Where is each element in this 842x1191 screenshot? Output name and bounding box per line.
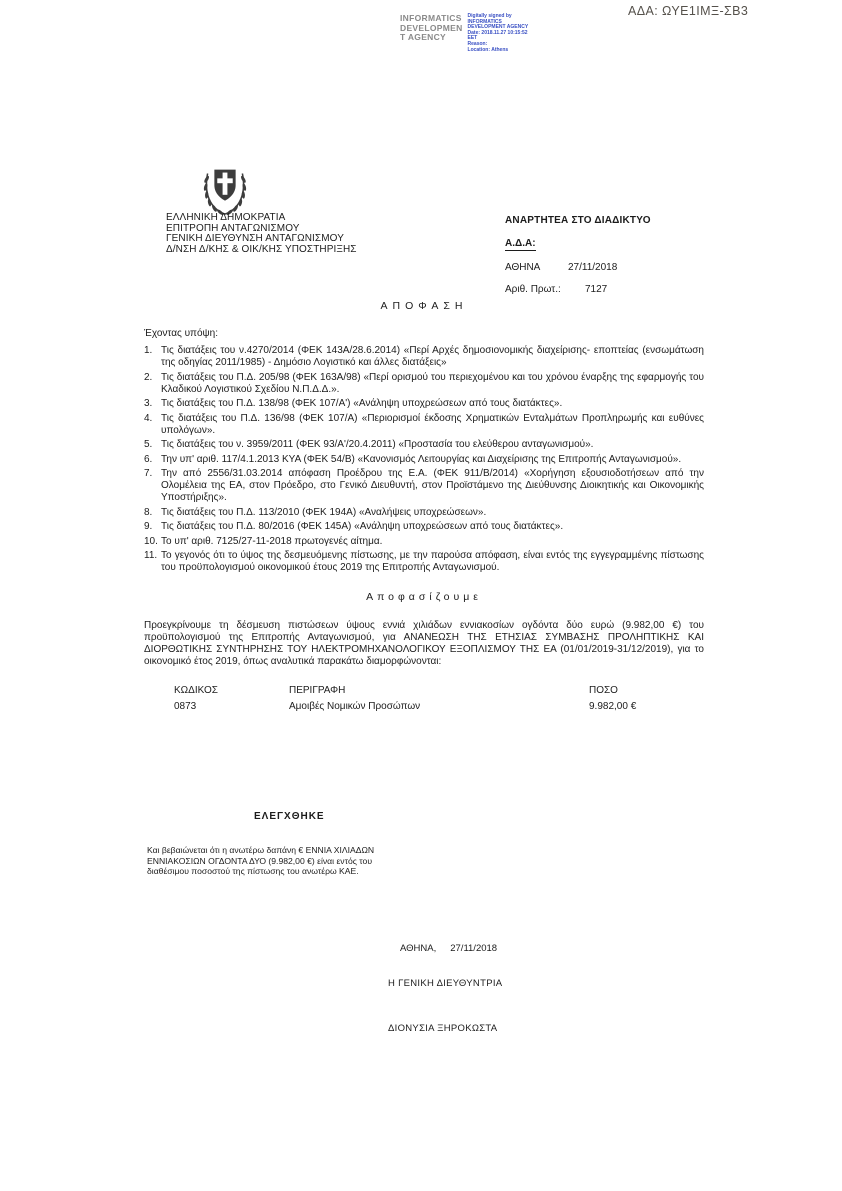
item-text: Την από 2556/31.03.2014 απόφαση Προέδρου της Ε.Α. (ΦΕΚ 911/Β/2014) «Χορήγηση εξουσιοδοτήσεων από την Ολομέλεια της ΕΑ, στον Πρόεδρο, στο Γενικό Διευθυντή, στον Προϊστάμενο της Διεύθυνσης Διοικητικής και Οικονομικής Υποστήριξης».: [161, 468, 704, 503]
greek-emblem-icon: [196, 160, 254, 218]
item-text: Την υπ' αριθ. 117/4.1.2013 ΚΥΑ (ΦΕΚ 54/Β) «Κανονισμός Λειτουργίας και Διαχείρισης της Επιτροπής Ανταγωνισμού».: [161, 453, 682, 465]
item-number: 2.: [144, 371, 153, 383]
signer-title: Η ΓΕΝΙΚΗ ΔΙΕΥΘΥΝΤΡΙΑ: [388, 978, 503, 989]
list-item: [144, 454, 704, 466]
header-right-block: [505, 215, 651, 295]
city-date-row: [505, 262, 651, 273]
signature-detail-line: Digitally signed by: [467, 13, 512, 19]
having-regard-label: Έχοντας υπόψη:: [144, 328, 218, 339]
item-number: 6.: [144, 453, 153, 465]
issuing-authority-block: [166, 213, 357, 255]
signature-detail-line: Date: 2018.11.27 10:15:52: [467, 29, 528, 36]
item-number: 7.: [144, 468, 153, 479]
legal-basis-list: [144, 345, 704, 574]
budget-amount: 9.982,00 €: [589, 701, 637, 712]
item-text: Τις διατάξεις του ν. 3959/2011 (ΦΕΚ 93/Α'/20.4.2011) «Προστασία του ελεύθερου ανταγωνισμού».: [161, 439, 594, 450]
org-line-republic: ΕΛΛΗΝΙΚΗ ΔΗΜΟΚΡΑΤΙΑ: [166, 212, 286, 223]
signature-detail-line: Reason:: [467, 40, 488, 47]
list-item: [144, 507, 704, 519]
item-text: Τις διατάξεις του Π.Δ. 205/98 (ΦΕΚ 163Α/98) «Περί ορισμού του περιεχομένου και του χρόνου έναρξης της εφαρμογής του Κλαδικού Λογιστικού Σχεδίου Ν.Π.Δ.Δ.».: [161, 371, 704, 395]
checked-label: ΕΛΕΓΧΘΗΚΕ: [254, 811, 325, 822]
signature-detail-line: EET: [467, 35, 478, 42]
date-value: 27/11/2018: [568, 262, 618, 273]
list-item: [144, 521, 704, 533]
anartitea-label: ΑΝΑΡΤΗΤΕΑ ΣΤΟ ΔΙΑΔΙΚΤΥΟ: [505, 215, 651, 226]
item-text: Το γεγονός ότι το ύψος της δεσμευόμενης πίστωσης, με την παρούσα απόφαση, είναι εντός της εγγεγραμμένης πίστωσης του προϋπολογισμού οικονομικού έτους 2019 της Επιτροπής Ανταγωνισμού.: [161, 550, 704, 573]
ada-code: ΑΔΑ: ΩΥΕ1ΙΜΞ-ΣΒ3: [628, 4, 749, 18]
footer-city: ΑΘΗΝΑ,: [400, 943, 437, 954]
item-number: 9.: [144, 521, 153, 532]
document-body: [144, 300, 704, 877]
digital-signature-stamp: [400, 14, 528, 53]
stamp-agency-line: INFORMATICS: [400, 13, 462, 23]
item-text: Το υπ' αριθ. 7125/27-11-2018 πρωτογενές αίτημα.: [161, 535, 383, 547]
ada-label: Α.Δ.Α:: [505, 238, 536, 249]
list-item: [144, 550, 704, 574]
list-item: [144, 398, 704, 410]
footer-city-date: [400, 943, 497, 954]
item-text: Τις διατάξεις του Π.Δ. 113/2010 (ΦΕΚ 194Α) «Αναλήψεις υποχρεώσεων».: [161, 506, 487, 518]
budget-table-row: [144, 701, 704, 713]
item-number: 10.: [144, 535, 158, 547]
decision-title: ΑΠΟΦΑΣΗ: [380, 300, 468, 312]
org-line-commission: ΕΠΙΤΡΟΠΗ ΑΝΤΑΓΩΝΙΣΜΟΥ: [166, 222, 300, 234]
budget-code: 0873: [174, 701, 197, 712]
org-line-directorate: Δ/ΝΣΗ Δ/ΚΗΣ & ΟΙΚ/ΚΗΣ ΥΠΟΣΤΗΡΙΞΗΣ: [166, 243, 357, 255]
col-header-amount: ΠΟΣΟ: [589, 685, 618, 696]
item-text: Τις διατάξεις του Π.Δ. 138/98 (ΦΕΚ 107/Α') «Ανάληψη υποχρεώσεων από τους διατάκτες».: [161, 398, 563, 409]
item-text: Τις διατάξεις του Π.Δ. 136/98 (ΦΕΚ 107/Α) «Περιορισμοί έκδοσης Χρηματικών Ενταλμάτων Προπληρωμής και ευθύνες υπολόγων».: [161, 412, 704, 436]
item-number: 1.: [144, 345, 153, 356]
item-number: 5.: [144, 439, 153, 450]
decide-heading: Αποφασίζουμε: [366, 591, 482, 603]
stamp-agency-name: [400, 14, 463, 53]
footer-date: 27/11/2018: [450, 943, 498, 954]
city-label: ΑΘΗΝΑ: [505, 262, 541, 273]
item-text: Τις διατάξεις του Π.Δ. 80/2016 (ΦΕΚ 145Α) «Ανάληψη υποχρεώσεων από τους διατάκτες».: [161, 521, 564, 532]
item-number: 3.: [144, 398, 153, 409]
list-item: [144, 372, 704, 396]
item-text: Τις διατάξεις του ν.4270/2014 (ΦΕΚ 143Α/28.6.2014) «Περί Αρχές δημοσιονομικής διαχείρισης- εποπτείας (ενσωμάτωση της οδηγίας 2011/1985) - Δημόσιο Λογιστικό και άλλες διατάξεις»: [161, 345, 704, 368]
certification-text: Και βεβαιώνεται ότι η ανωτέρω δαπάνη € ΕΝΝΙΑ ΧΙΛΙΑΔΩΝ ΕΝΝΙΑΚΟΣΙΩΝ ΟΓΔΟΝΤΑ ΔΥΟ (9.982,00 €) είναι εντός του διαθέσιμου ποσοστού της πίστωσης του ανωτέρω ΚΑΕ.: [147, 845, 375, 877]
budget-table: [144, 685, 704, 713]
list-item: [144, 439, 704, 451]
list-item: [144, 345, 704, 369]
item-number: 11.: [144, 550, 158, 561]
stamp-signature-details: [468, 14, 529, 53]
budget-description: Αμοιβές Νομικών Προσώπων: [289, 701, 421, 712]
list-item: [144, 413, 704, 437]
signature-detail-line: DEVELOPMENT AGENCY: [467, 24, 529, 31]
signature-detail-line: Location: Athens: [467, 46, 509, 53]
signature-detail-line: INFORMATICS: [467, 18, 502, 25]
stamp-agency-line: DEVELOPMEN: [400, 22, 463, 33]
budget-table-header-row: [144, 685, 704, 697]
org-line-directorate-general: ΓΕΝΙΚΗ ΔΙΕΥΘΥΝΣΗ ΑΝΤΑΓΩΝΙΣΜΟΥ: [166, 233, 344, 245]
signer-name: ΔΙΟΝΥΣΙΑ ΞΗΡΟΚΩΣΤΑ: [388, 1023, 498, 1034]
stamp-agency-line: T AGENCY: [400, 32, 447, 42]
list-item: [144, 468, 704, 504]
col-header-code: ΚΩΔΙΚΟΣ: [174, 685, 218, 696]
decision-paragraph: Προεγκρίνουμε τη δέσμευση πιστώσεων ύψους εννιά χιλιάδων εννιακοσίων ογδόντα δύο ευρώ (9.982,00 €) του προϋπολογισμού της Επιτροπής Ανταγωνισμού, για ΑΝΑΝΕΩΣΗ ΤΗΣ ΕΤΗΣΙΑΣ ΣΥΜΒΑΣΗΣ ΠΡΟΛΗΠΤΙΚΗΣ ΚΑΙ ΔΙΟΡΘΩΤΙΚΗΣ ΣΥΝΤΗΡΗΣΗΣ ΤΟΥ ΗΛΕΚΤΡΟΜΗΧΑΝΟΛΟΓΙΚΟΥ ΕΞΟΠΛΙΣΜΟΥ ΤΗΣ ΕΑ (01/01/2019-31/12/2019), για το οικονομικό έτος 2019, όπως αναλυτικά παρακάτω διαμορφώνονται:: [144, 620, 704, 667]
protocol-number: 7127: [585, 284, 608, 295]
item-number: 8.: [144, 506, 153, 518]
protocol-row: [505, 284, 651, 295]
list-item: [144, 536, 704, 548]
item-number: 4.: [144, 412, 153, 424]
protocol-label: Αριθ. Πρωτ.:: [505, 284, 561, 295]
col-header-description: ΠΕΡΙΓΡΑΦΗ: [289, 685, 346, 696]
